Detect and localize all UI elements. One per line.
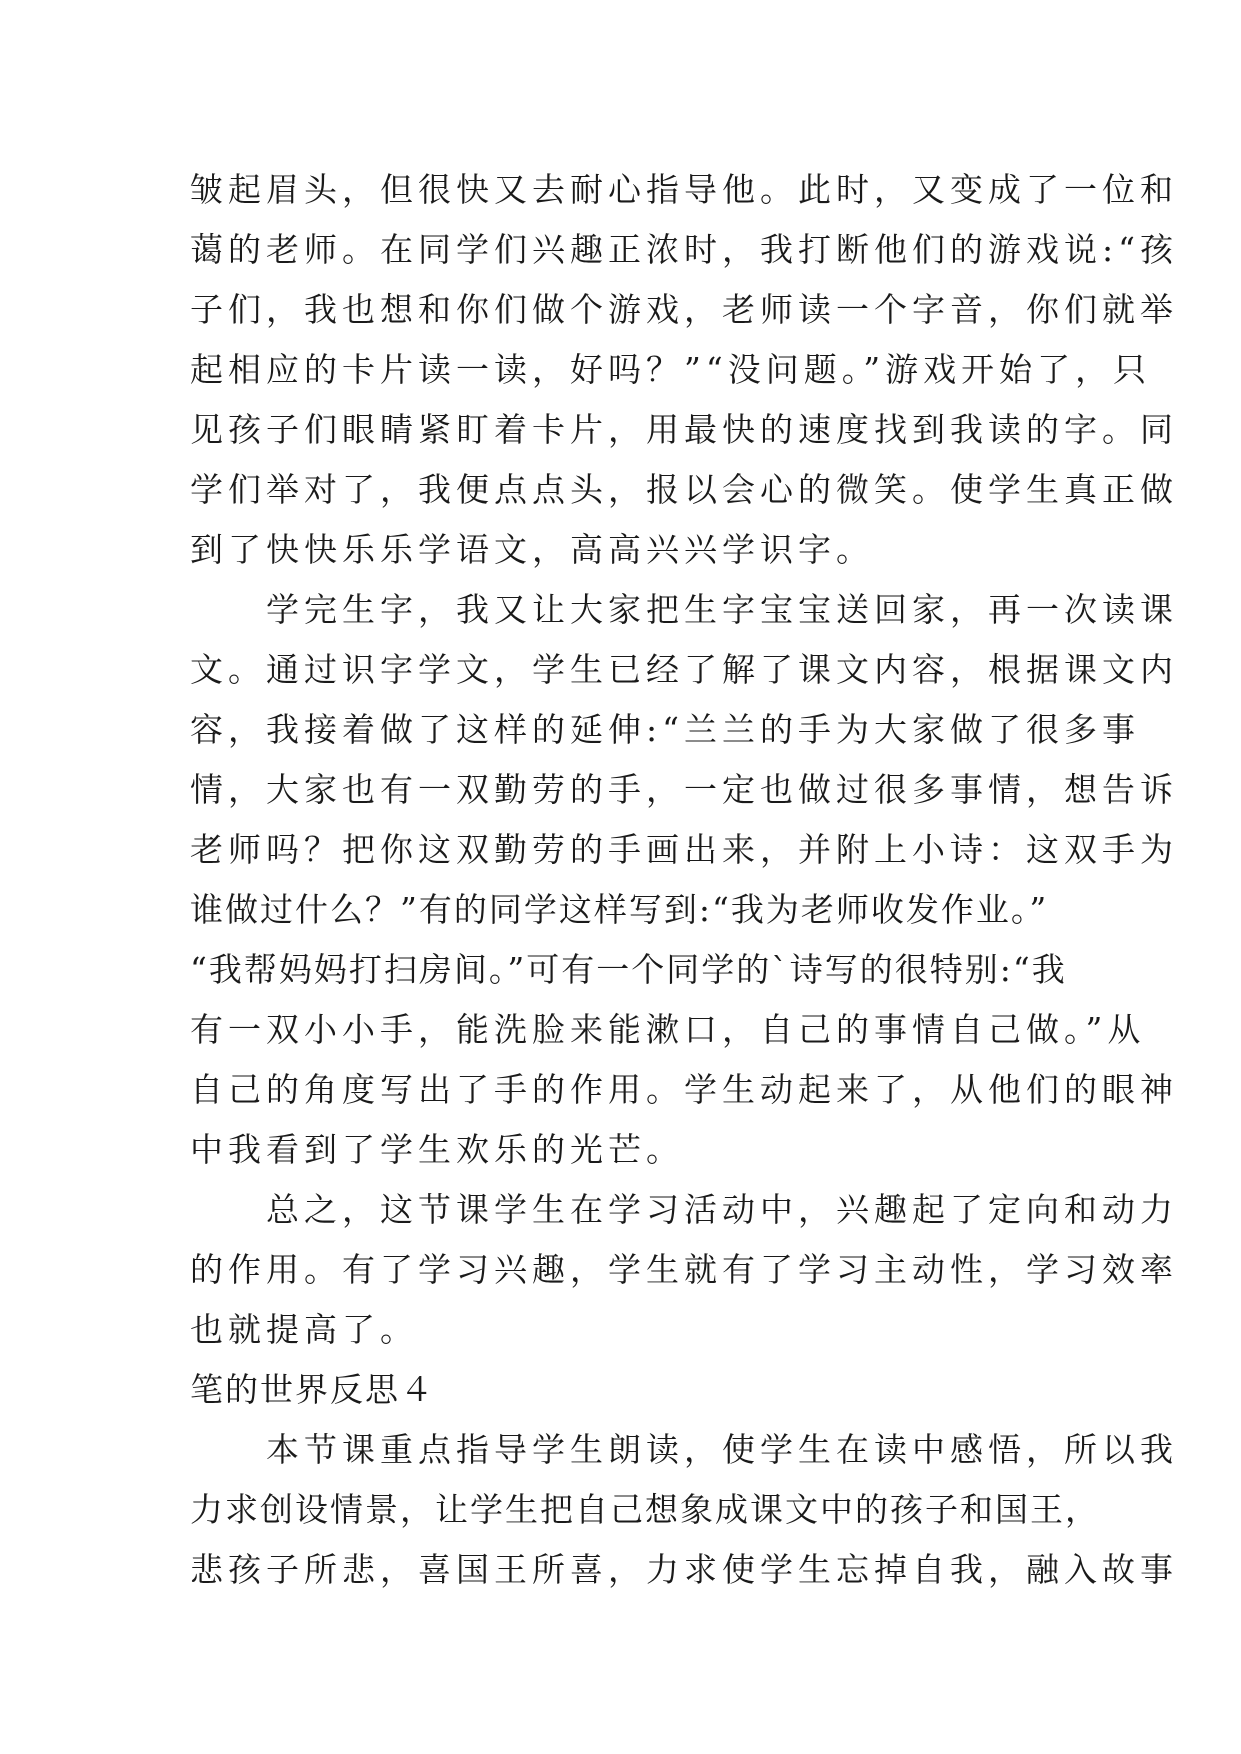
body-line: 容，我接着做了这样的延伸:“兰兰的手为大家做了很多事 — [190, 710, 1140, 749]
body-line: 也就提高了。 — [190, 1310, 418, 1349]
body-line: 子们，我也想和你们做个游戏，老师读一个字音，你们就举 — [190, 290, 1178, 329]
body-line: 情，大家也有一双勤劳的手，一定也做过很多事情，想告诉 — [190, 770, 1178, 809]
body-line: 学们举对了，我便点点头，报以会心的微笑。使学生真正做 — [190, 470, 1178, 509]
body-line: 老师吗？把你这双勤劳的手画出来，并附上小诗：这双手为 — [190, 830, 1178, 869]
body-line: 本节课重点指导学生朗读，使学生在读中感悟，所以我 — [190, 1430, 1178, 1469]
body-line: 力求创设情景，让学生把自己想象成课文中的孩子和国王， — [190, 1490, 1100, 1529]
document-body — [190, 160, 1178, 1600]
body-line: 见孩子们眼睛紧盯着卡片，用最快的速度找到我读的字。同 — [190, 410, 1178, 449]
body-line: 到了快快乐乐学语文，高高兴兴学识字。 — [190, 530, 874, 569]
body-line: 谁做过什么？”有的同学这样写到:“我为老师收发作业。” — [190, 890, 1049, 929]
body-line: 有一双小小手，能洗脸来能漱口，自己的事情自己做。”从 — [190, 1010, 1146, 1049]
body-line: 总之，这节课学生在学习活动中，兴趣起了定向和动力 — [190, 1190, 1178, 1229]
body-line: 起相应的卡片读一读，好吗？”“没问题。”游戏开始了，只 — [190, 350, 1152, 389]
body-line: 皱起眉头，但很快又去耐心指导他。此时，又变成了一位和 — [190, 170, 1178, 209]
body-line: “我帮妈妈打扫房间。”可有一个同学的`诗写的很特别:“我 — [190, 950, 1067, 989]
body-line: 蔼的老师。在同学们兴趣正浓时，我打断他们的游戏说:“孩 — [190, 230, 1178, 269]
body-line: 悲孩子所悲，喜国王所喜，力求使学生忘掉自我，融入故事 — [190, 1550, 1178, 1589]
body-line: 文。通过识字学文，学生已经了解了课文内容，根据课文内 — [190, 650, 1178, 689]
body-line: 学完生字，我又让大家把生字宝宝送回家，再一次读课 — [190, 590, 1178, 629]
body-line: 的作用。有了学习兴趣，学生就有了学习主动性，学习效率 — [190, 1250, 1178, 1289]
body-line: 自己的角度写出了手的作用。学生动起来了，从他们的眼神 — [190, 1070, 1178, 1109]
section-heading: 笔的世界反思４ — [190, 1370, 435, 1409]
body-line: 中我看到了学生欢乐的光芒。 — [190, 1130, 684, 1169]
